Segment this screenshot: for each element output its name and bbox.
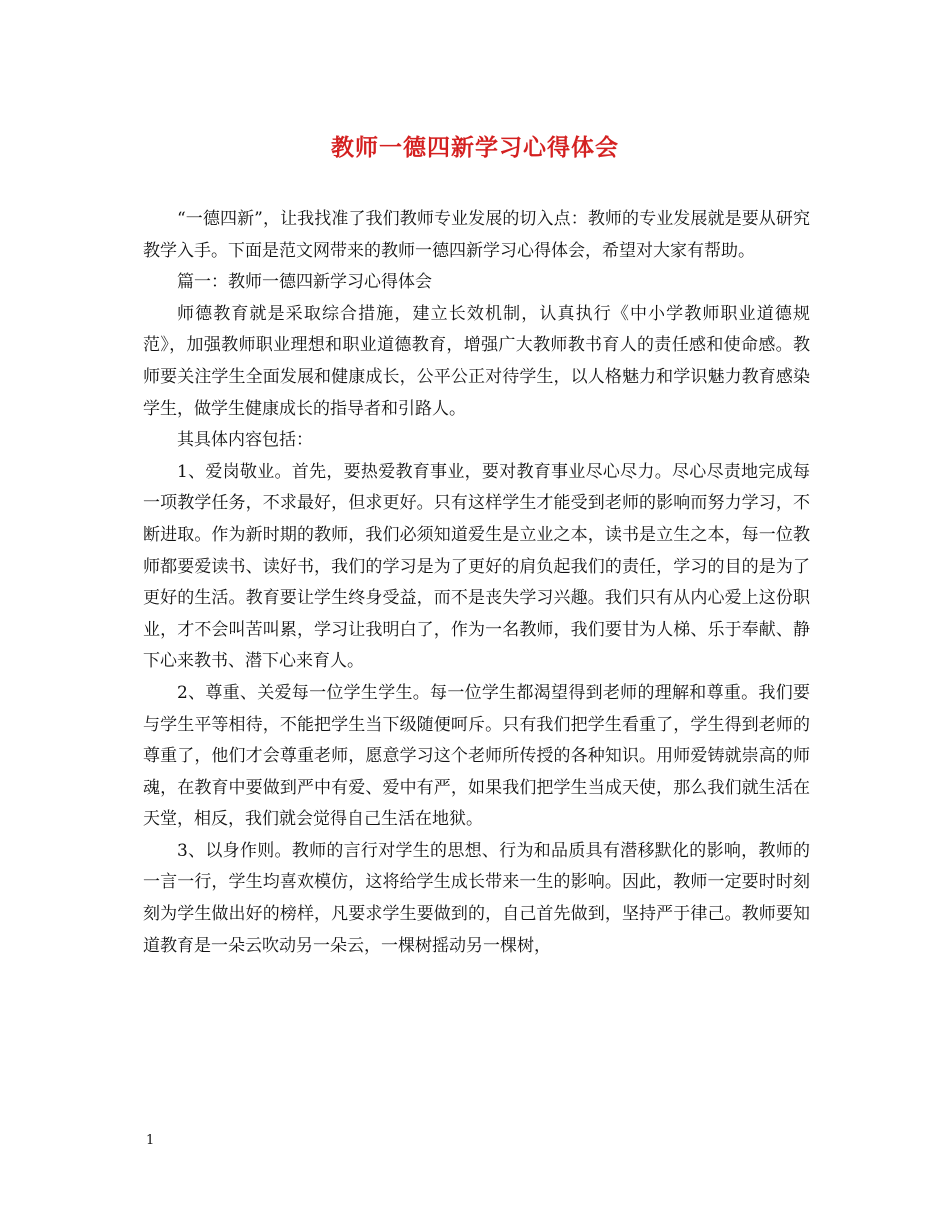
paragraph-content-intro: 其具体内容包括： <box>177 430 313 451</box>
paragraph-item-3: 3、以身作则。教师的言行对学生的思想、行为和品质具有潜移默化的影响，教师的一言一行，学生均喜欢模仿，这将给学生成长带来一生的影响。因此，教师一定要时时刻刻为学生做出好的榜样，凡要求学生要做到的，自己首先做到，坚持严于律己。教师要知道教育是一朵云吹动另一朵云，一棵树摇动另一棵树， <box>143 840 810 956</box>
paragraph-item-2: 2、尊重、关爱每一位学生学生。每一位学生都渴望得到老师的理解和尊重。我们要与学生平等相待，不能把学生当下级随便呵斥。只有我们把学生看重了，学生得到老师的尊重了，他们才会尊重老师，愿意学习这个老师所传授的各种知识。用师爱铸就崇高的师魂，在教育中要做到严中有爱、爱中有严，如果我们把学生当成天使，那么我们就生活在天堂，相反，我们就会觉得自己生活在地狱。 <box>143 682 810 830</box>
paragraph-intro: “一德四新”，让我找准了我们教师专业发展的切入点：教师的专业发展就是要从研究教学入手。下面是范文网带来的教师一德四新学习心得体会，希望对大家有帮助。 <box>143 209 810 261</box>
paragraph-teacher-ethics: 师德教育就是采取综合措施，建立长效机制，认真执行《中小学教师职业道德规范》，加强教师职业理想和职业道德教育，增强广大教师教书育人的责任感和使命感。教师要关注学生全面发展和健康成长，公平公正对待学生，以人格魅力和学识魅力教育感染学生，做学生健康成长的指导者和引路人。 <box>143 303 810 419</box>
paragraph-item-1: 1、爱岗敬业。首先，要热爱教育事业，要对教育事业尽心尽力。尽心尽责地完成每一项教学任务，不求最好，但求更好。只有这样学生才能受到老师的影响而努力学习，不断进取。作为新时期的教师，我们必须知道爱生是立业之本，读书是立生之本，每一位教师都要爱读书、读好书，我们的学习是为了更好的肩负起我们的责任，学习的目的是为了更好的生活。教育要让学生终身受益，而不是丧失学习兴趣。我们只有从内心爱上这份职业，才不会叫苦叫累，学习让我明白了，作为一名教师，我们要甘为人梯、乐于奉献、静下心来教书、潜下心来育人。 <box>143 461 810 672</box>
document-title: 教师一德四新学习心得体会 <box>331 134 619 161</box>
document-body <box>143 204 810 962</box>
page-number: 1 <box>146 1133 155 1148</box>
paragraph-section-heading: 篇一：教师一德四新学习心得体会 <box>177 272 432 293</box>
